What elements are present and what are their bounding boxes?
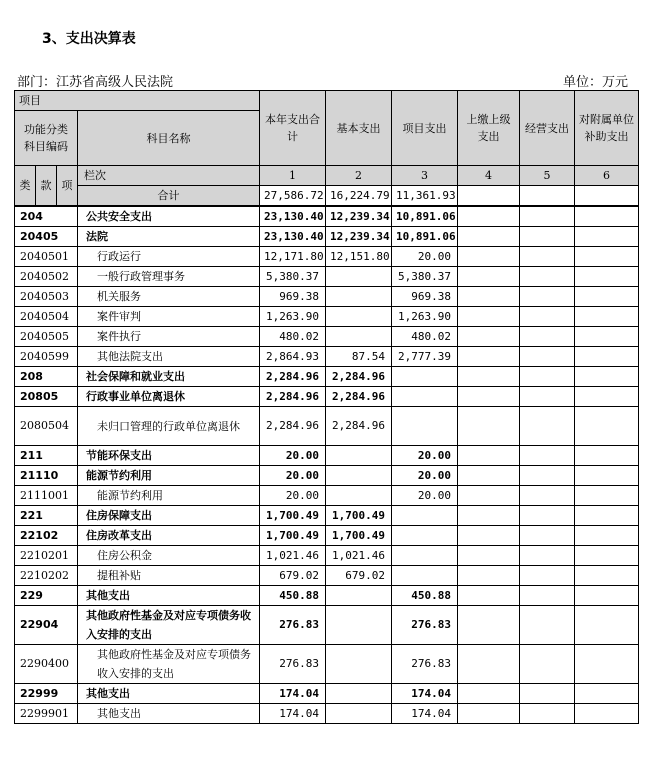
table-row: [15, 546, 639, 566]
table-row: [15, 347, 639, 367]
row-business: [520, 645, 575, 684]
table-row: [15, 227, 639, 247]
row-subject-name: 其他法院支出: [78, 347, 260, 367]
table-row: [15, 267, 639, 287]
table-row: [15, 247, 639, 267]
header-col-basic: 基本支出: [326, 91, 392, 166]
row-code: 2040502: [15, 267, 78, 287]
row-total: 276.83: [260, 606, 326, 645]
expenditure-table: [14, 90, 639, 724]
row-basic: [326, 446, 392, 466]
table-row: [15, 387, 639, 407]
row-turnover: [458, 526, 520, 546]
row-code: 2040599: [15, 347, 78, 367]
total-label: 合计: [78, 186, 260, 207]
row-project: 20.00: [392, 486, 458, 506]
row-subject-name: 其他政府性基金及对应专项债务收入安排的支出: [78, 606, 260, 645]
row-subsidy: [575, 645, 639, 684]
col-number-6: 6: [575, 166, 639, 186]
row-total: 1,263.90: [260, 307, 326, 327]
table-row: [15, 367, 639, 387]
row-subsidy: [575, 684, 639, 704]
row-turnover: [458, 606, 520, 645]
row-basic: 1,700.49: [326, 526, 392, 546]
row-subject-name: 提租补贴: [78, 566, 260, 586]
row-basic: 87.54: [326, 347, 392, 367]
row-basic: [326, 307, 392, 327]
row-subsidy: [575, 287, 639, 307]
header-project: 项目: [15, 91, 260, 111]
row-total: 276.83: [260, 645, 326, 684]
row-code: 2080504: [15, 407, 78, 446]
row-turnover: [458, 267, 520, 287]
row-code: 2299901: [15, 704, 78, 724]
row-code: 20405: [15, 227, 78, 247]
row-project: 20.00: [392, 466, 458, 486]
row-business: [520, 446, 575, 466]
row-subject-name: 住房保障支出: [78, 506, 260, 526]
row-total: 679.02: [260, 566, 326, 586]
row-total: 1,700.49: [260, 506, 326, 526]
row-subsidy: [575, 526, 639, 546]
header-lei: 类: [15, 166, 36, 207]
table-row: [15, 526, 639, 546]
row-basic: [326, 466, 392, 486]
table-row: [15, 506, 639, 526]
col-number-5: 5: [520, 166, 575, 186]
row-subject-name: 社会保障和就业支出: [78, 367, 260, 387]
total-project: 11,361.93: [392, 186, 458, 207]
row-subject-name: 行政运行: [78, 247, 260, 267]
row-code: 2040504: [15, 307, 78, 327]
row-turnover: [458, 327, 520, 347]
row-project: 174.04: [392, 704, 458, 724]
row-basic: [326, 606, 392, 645]
row-project: 2,777.39: [392, 347, 458, 367]
row-code: 2040503: [15, 287, 78, 307]
row-turnover: [458, 287, 520, 307]
header-col-project: 项目支出: [392, 91, 458, 166]
row-code: 21110: [15, 466, 78, 486]
row-total: 2,284.96: [260, 407, 326, 446]
table-row: [15, 287, 639, 307]
table-row: [15, 684, 639, 704]
row-turnover: [458, 586, 520, 606]
table-row: [15, 566, 639, 586]
row-turnover: [458, 506, 520, 526]
row-project: [392, 367, 458, 387]
row-turnover: [458, 387, 520, 407]
row-code: 2111001: [15, 486, 78, 506]
row-subject-name: 行政事业单位离退休: [78, 387, 260, 407]
row-project: 20.00: [392, 247, 458, 267]
row-turnover: [458, 247, 520, 267]
total-turnover: [458, 186, 520, 207]
row-business: [520, 307, 575, 327]
row-total: 5,380.37: [260, 267, 326, 287]
table-row: [15, 206, 639, 227]
row-business: [520, 287, 575, 307]
header-col-business: 经营支出: [520, 91, 575, 166]
row-subject-name: 机关服务: [78, 287, 260, 307]
total-business: [520, 186, 575, 207]
row-total: 174.04: [260, 684, 326, 704]
row-code: 229: [15, 586, 78, 606]
row-turnover: [458, 347, 520, 367]
row-total: 480.02: [260, 327, 326, 347]
row-business: [520, 606, 575, 645]
row-business: [520, 526, 575, 546]
row-business: [520, 704, 575, 724]
row-business: [520, 347, 575, 367]
row-basic: 2,284.96: [326, 407, 392, 446]
row-turnover: [458, 546, 520, 566]
row-turnover: [458, 704, 520, 724]
row-total: 1,700.49: [260, 526, 326, 546]
row-business: [520, 684, 575, 704]
row-project: [392, 506, 458, 526]
row-subject-name: 法院: [78, 227, 260, 247]
row-code: 221: [15, 506, 78, 526]
col-number-1: 1: [260, 166, 326, 186]
row-business: [520, 327, 575, 347]
row-total: 1,021.46: [260, 546, 326, 566]
row-basic: 12,239.34: [326, 206, 392, 227]
row-total: 20.00: [260, 446, 326, 466]
row-subsidy: [575, 546, 639, 566]
header-col-turnover: 上缴上级支出: [458, 91, 520, 166]
col-number-3: 3: [392, 166, 458, 186]
row-basic: [326, 586, 392, 606]
row-business: [520, 546, 575, 566]
row-subsidy: [575, 247, 639, 267]
row-business: [520, 486, 575, 506]
row-code: 20805: [15, 387, 78, 407]
row-subject-name: 公共安全支出: [78, 206, 260, 227]
row-project: [392, 566, 458, 586]
row-subject-name: 其他支出: [78, 704, 260, 724]
table-row: [15, 466, 639, 486]
row-code: 22904: [15, 606, 78, 645]
table-row: [15, 486, 639, 506]
row-total: 23,130.40: [260, 227, 326, 247]
row-subject-name: 能源节约利用: [78, 466, 260, 486]
row-total: 2,284.96: [260, 367, 326, 387]
row-subsidy: [575, 387, 639, 407]
row-basic: [326, 287, 392, 307]
row-total: 20.00: [260, 466, 326, 486]
row-subsidy: [575, 206, 639, 227]
row-subsidy: [575, 446, 639, 466]
row-turnover: [458, 367, 520, 387]
row-project: 20.00: [392, 446, 458, 466]
header-col-total: 本年支出合计: [260, 91, 326, 166]
row-business: [520, 586, 575, 606]
header-func-code: 功能分类科目编码: [15, 111, 78, 166]
header-lanci: 栏次: [78, 166, 260, 186]
header-col-subsidy: 对附属单位补助支出: [575, 91, 639, 166]
row-basic: [326, 704, 392, 724]
total-subsidy: [575, 186, 639, 207]
row-business: [520, 566, 575, 586]
unit-label: 单位：万元: [562, 75, 628, 90]
header-subject-name: 科目名称: [78, 111, 260, 166]
page-title: 3、支出决算表: [42, 31, 136, 47]
row-subsidy: [575, 307, 639, 327]
row-project: 276.83: [392, 606, 458, 645]
row-basic: 12,151.80: [326, 247, 392, 267]
row-turnover: [458, 446, 520, 466]
row-total: 450.88: [260, 586, 326, 606]
row-project: 969.38: [392, 287, 458, 307]
row-subject-name: 能源节约利用: [78, 486, 260, 506]
row-code: 208: [15, 367, 78, 387]
table-row: [15, 446, 639, 466]
row-project: 450.88: [392, 586, 458, 606]
row-business: [520, 387, 575, 407]
row-subject-name: 其他支出: [78, 586, 260, 606]
row-subsidy: [575, 407, 639, 446]
row-project: 10,891.06: [392, 206, 458, 227]
row-basic: [326, 684, 392, 704]
row-code: 2040501: [15, 247, 78, 267]
row-basic: 679.02: [326, 566, 392, 586]
row-subject-name: 未归口管理的行政单位离退休: [78, 407, 260, 446]
row-code: 2290400: [15, 645, 78, 684]
row-subject-name: 案件执行: [78, 327, 260, 347]
total-basic: 16,224.79: [326, 186, 392, 207]
row-turnover: [458, 227, 520, 247]
row-total: 23,130.40: [260, 206, 326, 227]
row-project: 480.02: [392, 327, 458, 347]
row-subject-name: 节能环保支出: [78, 446, 260, 466]
row-code: 204: [15, 206, 78, 227]
row-turnover: [458, 466, 520, 486]
row-total: 969.38: [260, 287, 326, 307]
table-row: [15, 307, 639, 327]
row-project: 1,263.90: [392, 307, 458, 327]
table-row: [15, 606, 639, 645]
row-total: 20.00: [260, 486, 326, 506]
row-turnover: [458, 407, 520, 446]
row-turnover: [458, 566, 520, 586]
row-total: 2,864.93: [260, 347, 326, 367]
row-subject-name: 其他支出: [78, 684, 260, 704]
row-subsidy: [575, 586, 639, 606]
row-business: [520, 206, 575, 227]
total-value: 27,586.72: [260, 186, 326, 207]
row-subsidy: [575, 506, 639, 526]
row-basic: 1,700.49: [326, 506, 392, 526]
col-number-2: 2: [326, 166, 392, 186]
row-basic: [326, 267, 392, 287]
row-project: [392, 407, 458, 446]
row-business: [520, 247, 575, 267]
row-project: 276.83: [392, 645, 458, 684]
table-row: [15, 407, 639, 446]
row-basic: 2,284.96: [326, 367, 392, 387]
row-basic: [326, 486, 392, 506]
row-business: [520, 466, 575, 486]
row-business: [520, 227, 575, 247]
header-kuan: 款: [36, 166, 57, 207]
row-turnover: [458, 684, 520, 704]
row-subsidy: [575, 367, 639, 387]
row-total: 12,171.80: [260, 247, 326, 267]
row-turnover: [458, 307, 520, 327]
row-code: 22102: [15, 526, 78, 546]
table-row: [15, 704, 639, 724]
table-row: [15, 586, 639, 606]
row-code: 22999: [15, 684, 78, 704]
row-project: [392, 526, 458, 546]
row-subject-name: 案件审判: [78, 307, 260, 327]
row-subsidy: [575, 347, 639, 367]
row-project: [392, 387, 458, 407]
row-project: 5,380.37: [392, 267, 458, 287]
row-subject-name: 住房改革支出: [78, 526, 260, 546]
row-code: 211: [15, 446, 78, 466]
row-business: [520, 506, 575, 526]
row-basic: 2,284.96: [326, 387, 392, 407]
row-subsidy: [575, 606, 639, 645]
row-subject-name: 一般行政管理事务: [78, 267, 260, 287]
row-project: 174.04: [392, 684, 458, 704]
row-business: [520, 267, 575, 287]
row-turnover: [458, 206, 520, 227]
row-subject-name: 其他政府性基金及对应专项债务收入安排的支出: [78, 645, 260, 684]
table-body: [15, 206, 639, 724]
header-xiang: 项: [57, 166, 78, 207]
row-code: 2210202: [15, 566, 78, 586]
row-business: [520, 367, 575, 387]
department-label: 部门：江苏省高级人民法院: [17, 75, 174, 90]
row-subject-name: 住房公积金: [78, 546, 260, 566]
row-basic: [326, 645, 392, 684]
row-subsidy: [575, 704, 639, 724]
row-basic: [326, 327, 392, 347]
row-total: 2,284.96: [260, 387, 326, 407]
row-project: 10,891.06: [392, 227, 458, 247]
row-subsidy: [575, 227, 639, 247]
row-subsidy: [575, 486, 639, 506]
row-code: 2210201: [15, 546, 78, 566]
table-row: [15, 327, 639, 347]
row-subsidy: [575, 267, 639, 287]
row-code: 2040505: [15, 327, 78, 347]
col-number-4: 4: [458, 166, 520, 186]
row-subsidy: [575, 466, 639, 486]
row-turnover: [458, 645, 520, 684]
row-subsidy: [575, 327, 639, 347]
row-project: [392, 546, 458, 566]
row-subsidy: [575, 566, 639, 586]
row-turnover: [458, 486, 520, 506]
row-total: 174.04: [260, 704, 326, 724]
row-business: [520, 407, 575, 446]
table-row: [15, 645, 639, 684]
row-basic: 1,021.46: [326, 546, 392, 566]
row-basic: 12,239.34: [326, 227, 392, 247]
